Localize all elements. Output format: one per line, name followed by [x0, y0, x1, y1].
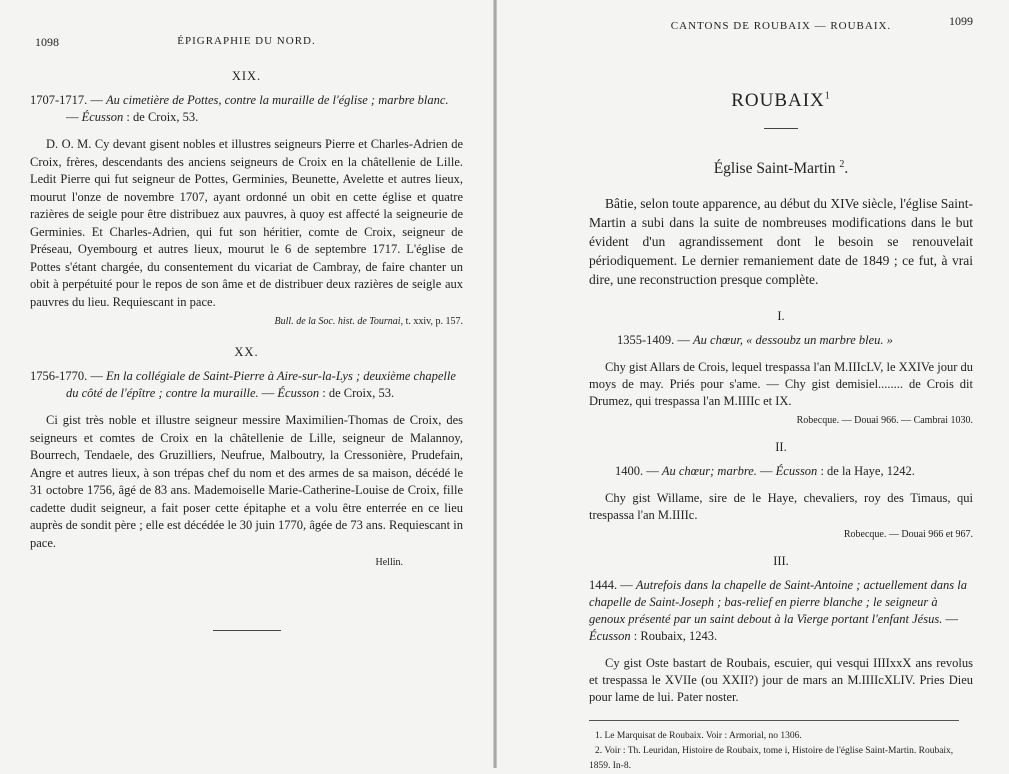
ecusson-text: : Roubaix, 1243. [633, 629, 718, 644]
entry-location: Au cimetière de Pottes, contre la muraille de l'église ; marbre blanc. [106, 93, 449, 107]
entry-location: Au chœur; marbre. [661, 464, 757, 479]
footnote-rule [589, 720, 959, 721]
section-numeral: III. [773, 554, 789, 569]
entry-date: 1444. [589, 578, 618, 593]
source-citation [30, 316, 463, 327]
section-numeral: I. [777, 309, 785, 324]
title-rule [764, 128, 798, 129]
ecusson-label: Écusson [775, 464, 818, 479]
left-page [0, 0, 493, 768]
entry-heading: 1707-1717. — Au cimetière de Pottes, contre la muraille de l'église ; marbre blanc. — Écusson : de Croix, 53. [30, 93, 449, 124]
entry-heading: 1444. — Autrefois dans la chapelle de Saint-Antoine ; actuellement dans la chapelle de Saint-Joseph ; bas-relief en pierre blanche ; le seigneur à genoux présenté par un saint debout à la Vierge portant l'enfant Jésus. — Écusson : Roubaix, 1243. [589, 578, 967, 644]
ecusson-label: Écusson [589, 629, 631, 644]
ecusson-text: : de Croix, 53. [322, 386, 395, 400]
inscription-text: D. O. M. Cy devant gisent nobles et illustres seigneurs Pierre et Charles-Adrien de Croix, frères, descendants des anciens seigneurs de Croix en la châtellenie de Lille. Ledit Pierre qui fut seigneur de Pottes, Germinies, Beunette, Avelette et autres lieux, mourut l'onze de novembre 1707, ayant ordonné un obit en cette église et quatre razières de seigle pour être distribuez aux pauvres, à quoy est affecté la seigneurie de Germinies. Et Charles-Adrien, qui fut son héritier, comte de Croix, seigneur de Préseau, Oyembourg et autres lieux, mourut le 6 de septembre 1717. L'église de Pottes s'étant chargée, du consentement du vicariat de Cambray, de faire chanter un obit à perpétuité pour le repos de son âme et de distribuer deux razières de seigle aux pauvres du lieu. Requiescant in pace. [30, 137, 463, 309]
intro-text: Bâtie, selon toute apparence, au début du XIVe siècle, l'église Saint-Martin a subi dans la suite de nombreuses modifications dans le but évident d'un agrandissement dont le besoin se renouvelait périodiquement. Le dernier remaniement date de 1849 ; ce fut, à vrai dire, une reconstruction presque complète. [589, 196, 973, 288]
entry-date: 1756-1770. [30, 369, 88, 383]
inscription-text: Cy gist Oste bastart de Roubais, escuier, qui vesqui IIIIxxX ans revolus et trespassa le XVIIe (ou XXII?) jour de mars an M.IIIIcXLIV. Pries Dieu pour lame de lui. Pater noster. [589, 656, 973, 705]
entry-heading: 1400. — Au chœur; marbre. — Écusson : de la Haye, 1242. [615, 464, 915, 479]
entry-date: 1707-1717. [30, 93, 88, 107]
church-heading: Église Saint-Martin $^2$. [713, 159, 849, 178]
left-head-title: ÉPIGRAPHIE DU NORD. [177, 35, 316, 47]
left-running-head [30, 35, 463, 53]
inscription-text: Ci gist très noble et illustre seigneur messire Maximilien-Thomas de Croix, des seigneurs et comtes de Croix en la châtellenie de Lille, seigneur de Malannoy, Bourrech, Tendaele, des Gruzilliers, Neufrue, Malboutry, la Cressonière, Prudefain, Angre et autres lieux, à son trépas chef du nom et des armes de sa maison, décédé le 31 octobre 1756, âgé de 83 ans. Mademoiselle Marie-Catherine-Louise de Croix, fille cadette dudit seigneur, a fait poser cette épitaphe et a volu être enterrée en ce lieu auprès de sondit père ; elle est décédée le 30 juin 1770, âgée de 73 ans. Requiescant in pace. [30, 413, 463, 550]
ecusson-text: : de Croix, 53. [126, 110, 199, 124]
left-page-number: 1098 [35, 35, 59, 49]
ecusson-label: Écusson [277, 386, 320, 400]
end-rule [213, 630, 281, 631]
source-citation: Hellin. [375, 557, 403, 568]
ecusson-label: Écusson [81, 110, 124, 124]
section-numeral: II. [775, 440, 787, 455]
section-numeral: XIX. [231, 69, 262, 83]
entry-date: 1355-1409. [617, 333, 675, 348]
source-citation: Robecque. — Douai 966 et 967. [843, 529, 973, 541]
entry-heading: 1756-1770. — En la collégiale de Saint-Pierre à Aire-sur-la-Lys ; deuxième chapelle du côté de l'épître ; contre la muraille. — Écusson : de Croix, 53. [30, 369, 456, 400]
church-note: 2 [839, 159, 845, 170]
right-page-number: 1099 [949, 14, 973, 28]
entry-location: En la collégiale de Saint-Pierre à Aire-sur-la-Lys ; deuxième chapelle du côté de l'épître ; contre la muraille. [66, 369, 456, 400]
inscription-text: Chy gist Allars de Crois, lequel trespassa l'an M.IIIcLV, le XXIVe jour du moys de may. Priés pour s'ame. — Chy gist demisiel........ de Crois dit Drumez, qui trespassa l'an M.IIIIc et IX. [589, 360, 973, 409]
entry-heading: 1355-1409. — Au chœur, « dessoubz un marbre bleu. » [617, 333, 893, 348]
ecusson-text: : de la Haye, 1242. [820, 464, 915, 479]
footnote-1: 1. Le Marquisat de Roubaix. Voir : Armorial, no 1306. [595, 731, 802, 742]
footnote-2: 2. Voir : Th. Leuridan, Histoire de Roubaix, tome i, Histoire de l'église Saint-Martin. Roubaix, 1859. In-8. [589, 746, 954, 772]
entry-location: Au chœur, « dessoubz un marbre bleu. » [693, 333, 893, 348]
inscription-text: Chy gist Willame, sire de le Haye, chevaliers, roy des Timaus, qui trespassa l'an M.IIIIc. [589, 491, 973, 523]
right-page [497, 0, 1009, 772]
church-text: Église Saint-Martin [713, 160, 836, 178]
source-citation: Robecque. — Douai 966. — Cambrai 1030. [796, 415, 973, 427]
entry-date: 1400. [615, 464, 644, 479]
page-title [589, 90, 973, 112]
right-running-head [589, 14, 973, 38]
right-head-title: CANTONS DE ROUBAIX — ROUBAIX. [670, 20, 892, 32]
entry-location: Autrefois dans la chapelle de Saint-Antoine ; actuellement dans la chapelle de Saint-Joseph ; bas-relief en pierre blanche ; le seigneur à genoux présenté par un saint debout à la Vierge portant l'enfant Jésus. [589, 578, 967, 627]
source-plain: t. xxiv, p. 157. [405, 316, 463, 327]
title-text: ROUBAIX [731, 90, 825, 111]
title-note: 1 [824, 90, 831, 102]
section-numeral: XX. [234, 345, 259, 359]
footnotes [589, 720, 973, 774]
source-italic: Bull. de la Soc. hist. de Tournai, [274, 316, 404, 327]
